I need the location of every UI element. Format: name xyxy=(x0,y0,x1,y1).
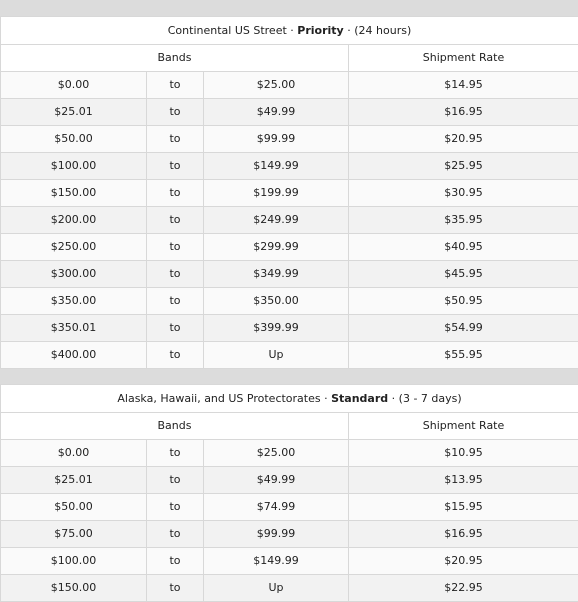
table-row xyxy=(1,72,578,99)
band-to-cell: to xyxy=(147,288,204,315)
band-to-cell: to xyxy=(147,467,204,494)
band-to-cell: to xyxy=(147,126,204,153)
table-row xyxy=(1,99,578,126)
band-to-cell: to xyxy=(147,234,204,261)
band-to-cell: to xyxy=(147,207,204,234)
table-row xyxy=(1,315,578,342)
separator: · xyxy=(392,392,396,405)
band-lower-cell: $25.01 xyxy=(1,99,147,126)
section-spacer xyxy=(0,369,578,384)
band-upper-cell: $49.99 xyxy=(204,99,349,126)
band-upper-cell: Up xyxy=(204,575,349,602)
table-row xyxy=(1,575,578,602)
table-row xyxy=(1,180,578,207)
band-to-cell: to xyxy=(147,72,204,99)
bands-header: Bands xyxy=(1,413,349,440)
band-upper-cell: $350.00 xyxy=(204,288,349,315)
band-lower-cell: $75.00 xyxy=(1,521,147,548)
shipment-rate-cell: $13.95 xyxy=(349,467,578,494)
band-to-cell: to xyxy=(147,315,204,342)
band-to-cell: to xyxy=(147,342,204,369)
band-to-cell: to xyxy=(147,494,204,521)
band-upper-cell: $74.99 xyxy=(204,494,349,521)
band-upper-cell: $249.99 xyxy=(204,207,349,234)
band-upper-cell: $99.99 xyxy=(204,126,349,153)
band-to-cell: to xyxy=(147,261,204,288)
band-upper-cell: Up xyxy=(204,342,349,369)
band-upper-cell: $25.00 xyxy=(204,440,349,467)
band-lower-cell: $200.00 xyxy=(1,207,147,234)
shipment-rate-cell: $55.95 xyxy=(349,342,578,369)
band-to-cell: to xyxy=(147,440,204,467)
service-level: Standard xyxy=(331,392,388,405)
band-upper-cell: $25.00 xyxy=(204,72,349,99)
band-upper-cell: $299.99 xyxy=(204,234,349,261)
band-upper-cell: $149.99 xyxy=(204,548,349,575)
band-upper-cell: $349.99 xyxy=(204,261,349,288)
band-lower-cell: $150.00 xyxy=(1,180,147,207)
shipment-rate-cell: $25.95 xyxy=(349,153,578,180)
band-upper-cell: $399.99 xyxy=(204,315,349,342)
table-row xyxy=(1,288,578,315)
table-row xyxy=(1,494,578,521)
band-upper-cell: $99.99 xyxy=(204,521,349,548)
shipment-rate-cell: $15.95 xyxy=(349,494,578,521)
band-to-cell: to xyxy=(147,153,204,180)
rate-table-priority xyxy=(0,16,578,369)
table-title-row xyxy=(1,385,578,413)
band-to-cell: to xyxy=(147,521,204,548)
table-row xyxy=(1,467,578,494)
table-row xyxy=(1,440,578,467)
band-upper-cell: $199.99 xyxy=(204,180,349,207)
band-upper-cell: $49.99 xyxy=(204,467,349,494)
shipment-rate-header: Shipment Rate xyxy=(349,45,578,72)
shipment-rate-cell: $50.95 xyxy=(349,288,578,315)
table-row xyxy=(1,234,578,261)
top-spacer xyxy=(0,0,578,16)
rate-table-standard xyxy=(0,384,578,602)
table-row xyxy=(1,207,578,234)
band-lower-cell: $0.00 xyxy=(1,72,147,99)
shipment-rate-cell: $22.95 xyxy=(349,575,578,602)
band-lower-cell: $100.00 xyxy=(1,153,147,180)
table-row xyxy=(1,126,578,153)
band-lower-cell: $25.01 xyxy=(1,467,147,494)
shipment-rate-header: Shipment Rate xyxy=(349,413,578,440)
region-name: Alaska, Hawaii, and US Protectorates xyxy=(117,392,320,405)
service-level: Priority xyxy=(297,24,343,37)
shipment-rate-cell: $40.95 xyxy=(349,234,578,261)
separator: · xyxy=(290,24,294,37)
band-lower-cell: $350.01 xyxy=(1,315,147,342)
band-lower-cell: $0.00 xyxy=(1,440,147,467)
separator: · xyxy=(347,24,351,37)
band-to-cell: to xyxy=(147,548,204,575)
header-row xyxy=(1,45,578,72)
shipment-rate-cell: $10.95 xyxy=(349,440,578,467)
bands-header: Bands xyxy=(1,45,349,72)
band-lower-cell: $250.00 xyxy=(1,234,147,261)
table-row xyxy=(1,548,578,575)
band-to-cell: to xyxy=(147,99,204,126)
table-title xyxy=(1,17,578,45)
table-row xyxy=(1,342,578,369)
shipment-rate-cell: $54.99 xyxy=(349,315,578,342)
shipment-rate-cell: $45.95 xyxy=(349,261,578,288)
shipment-rate-cell: $20.95 xyxy=(349,548,578,575)
band-lower-cell: $350.00 xyxy=(1,288,147,315)
band-to-cell: to xyxy=(147,575,204,602)
delivery-timeframe: (24 hours) xyxy=(354,24,411,37)
table-row xyxy=(1,261,578,288)
band-lower-cell: $100.00 xyxy=(1,548,147,575)
delivery-timeframe: (3 - 7 days) xyxy=(399,392,462,405)
shipment-rate-cell: $16.95 xyxy=(349,99,578,126)
band-to-cell: to xyxy=(147,180,204,207)
shipment-rate-cell: $14.95 xyxy=(349,72,578,99)
shipment-rate-cell: $16.95 xyxy=(349,521,578,548)
separator: · xyxy=(324,392,328,405)
band-lower-cell: $300.00 xyxy=(1,261,147,288)
band-lower-cell: $50.00 xyxy=(1,126,147,153)
shipment-rate-cell: $20.95 xyxy=(349,126,578,153)
shipment-rate-cell: $30.95 xyxy=(349,180,578,207)
header-row xyxy=(1,413,578,440)
band-lower-cell: $50.00 xyxy=(1,494,147,521)
table-row xyxy=(1,153,578,180)
table-title xyxy=(1,385,578,413)
band-lower-cell: $150.00 xyxy=(1,575,147,602)
shipment-rate-cell: $35.95 xyxy=(349,207,578,234)
region-name: Continental US Street xyxy=(168,24,287,37)
table-row xyxy=(1,521,578,548)
table-title-row xyxy=(1,17,578,45)
band-lower-cell: $400.00 xyxy=(1,342,147,369)
band-upper-cell: $149.99 xyxy=(204,153,349,180)
